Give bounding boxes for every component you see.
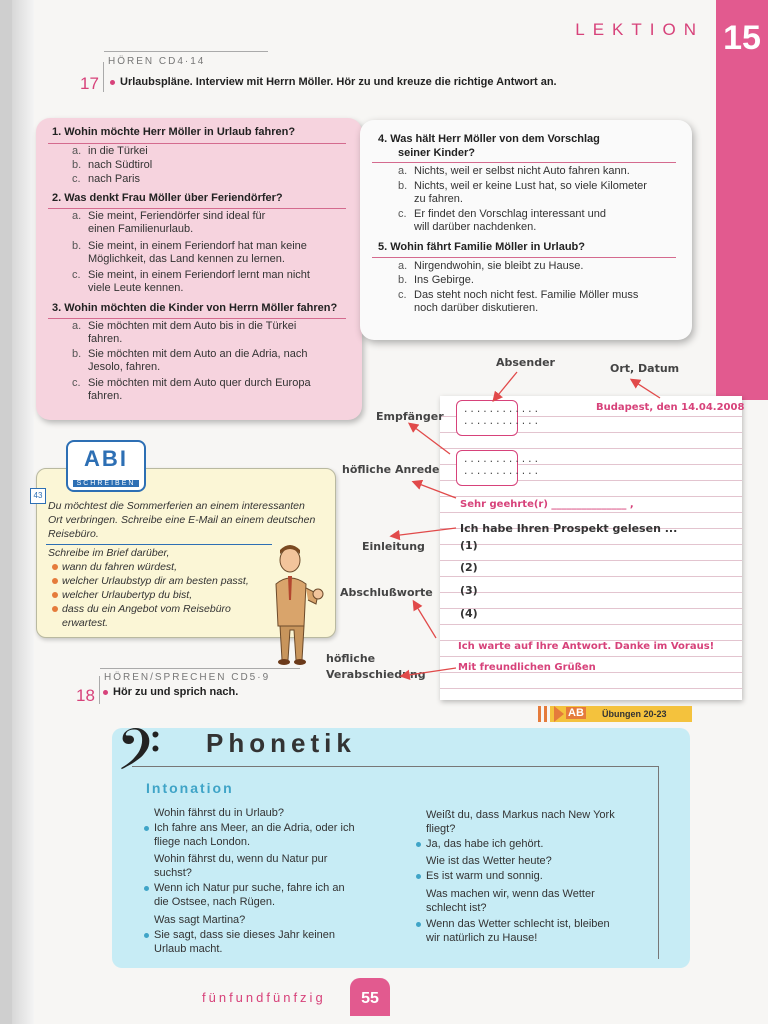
abi-bullet-2: welcher Urlaubstyp dir am besten passt, [62, 575, 249, 587]
lesson-heading: LEKTION [575, 20, 704, 39]
q1-option-a[interactable]: a. in die Türkei [72, 145, 148, 157]
q4-option-c[interactable]: c. Er findet den Vorschlag interessant und will darüber nachdenken. [398, 208, 607, 233]
abi-last-line: erwartest. [62, 617, 109, 629]
page-number-words: fünfundfünfzig [202, 990, 326, 1005]
task18-header-rule [100, 668, 300, 669]
dots: ............ [463, 417, 541, 427]
phon-left-4: Wenn ich Natur pur suche, fahre ich an die Ostsee, nach Rügen. [154, 882, 345, 908]
question-4: 4. Was hält Herr Möller von dem Vorschlag seiner Kinder? [378, 133, 600, 159]
arrow-ort-datum [632, 380, 660, 398]
lesson-number: 15 [716, 10, 768, 66]
phon-right-4: Es ist warm und sonnig. [426, 870, 543, 882]
abi-number: 43 [30, 488, 46, 504]
abi-bullet-icon [52, 592, 58, 598]
task18-instruction: Hör zu und sprich nach. [113, 686, 239, 698]
dots: ............ [463, 455, 541, 465]
answer-bullet-icon [144, 933, 149, 938]
point-1: (1) [460, 539, 478, 552]
ab-arrow-icon [554, 706, 564, 722]
abi-intro-3: Reisebüro. [48, 528, 99, 540]
q2-option-a[interactable]: a. Sie meint, Feriendörfer sind ideal für einen Familienurlaub. [72, 210, 266, 235]
man-thumbs-up-illustration [266, 544, 326, 666]
label-verabschiedung-2: Verabschiedung [326, 668, 426, 681]
answer-bullet-icon [416, 874, 421, 879]
q3-option-b[interactable]: b. Sie möchten mit dem Auto an die Adria, nach Jesolo, fahren. [72, 348, 308, 373]
label-verabschiedung-1: höfliche [326, 652, 376, 665]
bass-clef-icon: 𝄢 [116, 716, 162, 798]
q3-option-a[interactable]: a. Sie möchten mit dem Auto bis in die Türkei fahren. [72, 320, 297, 345]
point-4: (4) [460, 607, 478, 620]
dots: ............ [463, 405, 541, 415]
label-empfaenger: Empfänger [376, 410, 444, 423]
q4-option-b[interactable]: b. Nichts, weil er keine Lust hat, so viele Kilometer zu fahren. [398, 180, 647, 205]
question-2: 2. Was denkt Frau Möller über Feriendörfer? [52, 192, 283, 204]
phon-right-6: Wenn das Wetter schlecht ist, bleiben wir natürlich zu Hause! [426, 918, 610, 944]
phon-left-2: Ich fahre ans Meer, an die Adria, oder ich fliege nach London. [154, 822, 355, 848]
q2-option-b[interactable]: b. Sie meint, in einem Feriendorf hat man keine Möglichkeit, das Land kennen zu lernen. [72, 240, 307, 265]
task17-instruction: Urlaubspläne. Interview mit Herrn Möller. Hör zu und kreuze die richtige Antwort an. [120, 76, 557, 88]
ab-strip [538, 706, 541, 722]
intonation-subtitle: Intonation [146, 780, 234, 796]
ab-label: AB [568, 707, 584, 719]
phon-left-3: Wohin fährst du, wenn du Natur pur suchst? [154, 853, 328, 879]
phonetik-title: Phonetik [206, 728, 356, 758]
q5-option-a[interactable]: a. Nirgendwohin, sie bleibt zu Hause. [398, 260, 584, 272]
label-anrede: höfliche Anrede [342, 463, 440, 476]
page-number: 55 [350, 978, 390, 1016]
arrow-absender [494, 372, 517, 400]
arrow-anrede [414, 482, 456, 498]
abi-intro-1: Du möchtest die Sommerferien an einem interessanten [48, 500, 305, 512]
label-einleitung: Einleitung [362, 540, 425, 553]
einleitung-text: Ich habe Ihren Prospekt gelesen ... [460, 522, 678, 535]
q1-option-c[interactable]: c. nach Paris [72, 173, 140, 185]
abi-bullet-icon [52, 606, 58, 612]
arrow-verabschiedung [402, 668, 456, 676]
question-1: 1. Wohin möchte Herr Möller in Urlaub fahren? [52, 126, 296, 138]
abi-prompt: Schreibe im Brief darüber, [48, 547, 170, 559]
abi-bullet-3: welcher Urlaubertyp du bist, [62, 589, 193, 601]
answer-bullet-icon [416, 842, 421, 847]
task18-bullet [103, 690, 108, 695]
ab-exercises: Übungen 20-23 [602, 709, 667, 719]
abi-intro-2: Ort verbringen. Schreibe eine E-Mail an einem deutschen [48, 514, 316, 526]
abi-subtitle: SCHREIBEN [73, 480, 140, 487]
task18-number: 18 [76, 686, 95, 705]
abi-badge [66, 440, 146, 492]
task18-section: HÖREN/SPRECHEN CD5·9 [104, 672, 271, 683]
phon-left-5: Was sagt Martina? [154, 914, 246, 926]
abi-bullet-icon [52, 564, 58, 570]
abschluss-text: Ich warte auf Ihre Antwort. Danke im Voraus! [458, 641, 715, 652]
q2-option-c[interactable]: c. Sie meint, in einem Feriendorf lernt man nicht viele Leute kennen. [72, 269, 310, 294]
phon-right-3: Wie ist das Wetter heute? [426, 855, 552, 867]
phon-left-1: Wohin fährst du in Urlaub? [154, 807, 285, 819]
label-ort-datum: Ort, Datum [610, 362, 680, 375]
q5-option-b[interactable]: b. Ins Gebirge. [398, 274, 474, 286]
question-5: 5. Wohin fährt Familie Möller in Urlaub? [378, 241, 585, 253]
phon-left-6: Sie sagt, dass sie dieses Jahr keinen Urlaub macht. [154, 929, 335, 955]
label-absender: Absender [496, 356, 555, 369]
point-3: (3) [460, 584, 478, 597]
answer-bullet-icon [416, 922, 421, 927]
phon-right-5: Was machen wir, wenn das Wetter schlecht ist? [426, 888, 595, 914]
anrede-text: Sehr geehrte(r) _______________ , [460, 499, 634, 510]
task17-section: HÖREN CD4·14 [108, 56, 206, 67]
q4-option-a[interactable]: a. Nichts, weil er selbst nicht Auto fahren kann. [398, 165, 630, 177]
abi-bullet-1: wann du fahren würdest, [62, 561, 177, 573]
verabschiedung-text: Mit freundlichen Grüßen [458, 662, 596, 673]
question-3: 3. Wohin möchten die Kinder von Herrn Möller fahren? [52, 302, 338, 314]
q1-option-b[interactable]: b. nach Südtirol [72, 159, 153, 171]
q5-option-c[interactable]: c. Das steht noch nicht fest. Familie Möller muss noch darüber diskutieren. [398, 289, 639, 314]
task18-vrule [99, 676, 100, 704]
task17-number: 17 [80, 74, 99, 93]
abi-rule [46, 544, 272, 545]
label-abschlussworte: Abschlußworte [340, 586, 433, 599]
dots: ............ [463, 467, 541, 477]
phon-right-1: Weißt du, dass Markus nach New York fliegt? [426, 809, 615, 835]
arrow-abschluss [414, 602, 436, 638]
q3-option-c[interactable]: c. Sie möchten mit dem Auto quer durch Europa fahren. [72, 377, 311, 402]
abi-bullet-4: dass du ein Angebot vom Reisebüro [62, 603, 231, 615]
point-2: (2) [460, 561, 478, 574]
date-line: Budapest, den 14.04.2008 [596, 402, 745, 413]
arrow-einleitung [392, 528, 456, 536]
abi-bullet-icon [52, 578, 58, 584]
phon-right-2: Ja, das habe ich gehört. [426, 838, 544, 850]
abi-title: ABI [84, 446, 128, 471]
answer-bullet-icon [144, 826, 149, 831]
answer-bullet-icon [144, 886, 149, 891]
ab-strip [544, 706, 547, 722]
arrow-empfaenger [410, 424, 450, 454]
